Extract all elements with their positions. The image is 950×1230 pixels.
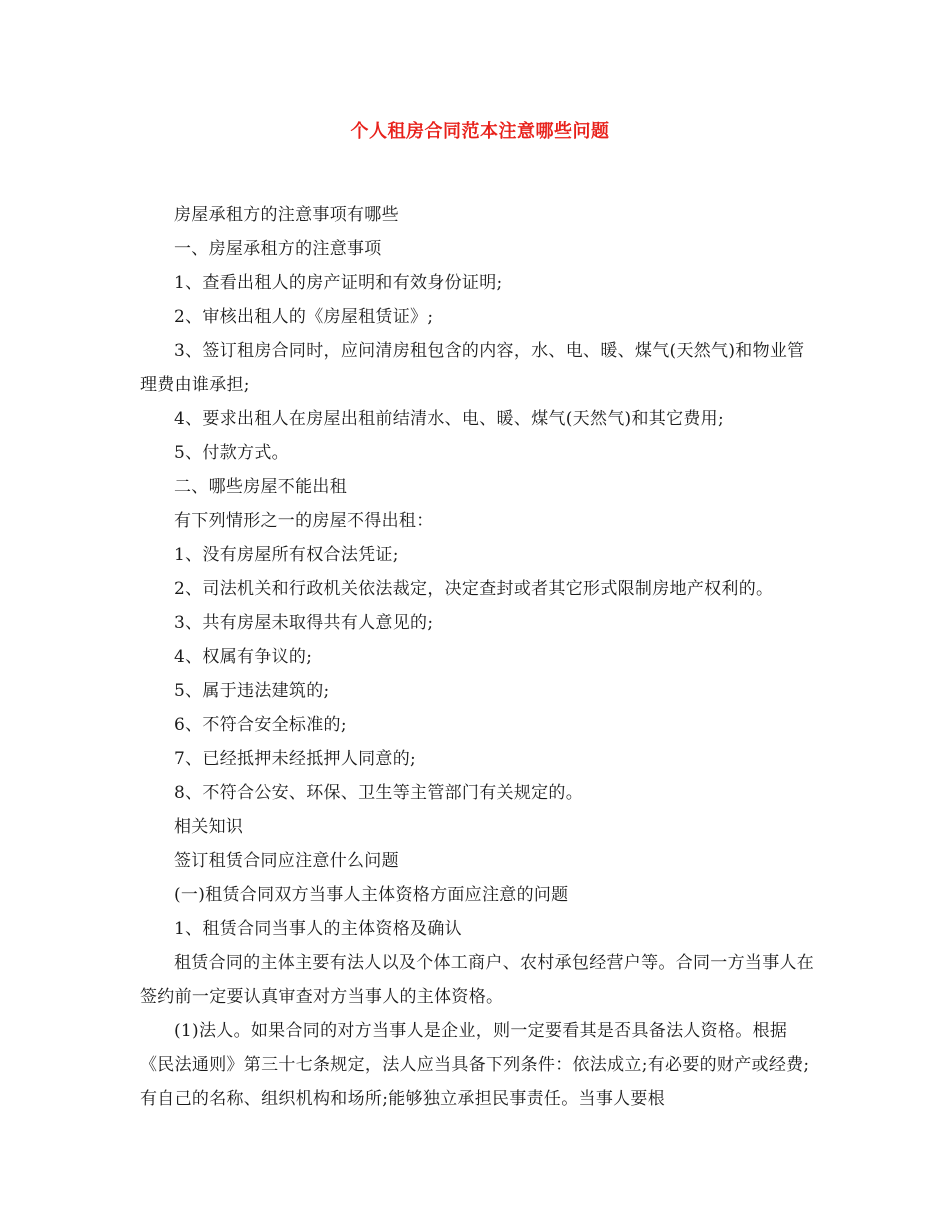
paragraph: 1、租赁合同当事人的主体资格及确认 — [174, 919, 462, 939]
paragraph: 3、共有房屋未取得共有人意见的; — [174, 613, 434, 633]
paragraph: 6、不符合安全标准的; — [174, 715, 347, 735]
paragraph: 1、查看出租人的房产证明和有效身份证明; — [174, 273, 503, 293]
paragraph: 8、不符合公安、环保、卫生等主管部门有关规定的。 — [174, 783, 584, 803]
paragraph: 5、付款方式。 — [174, 443, 289, 463]
document-title: 个人租房合同范本注意哪些问题 — [350, 121, 610, 142]
paragraph: 2、审核出租人的《房屋租赁证》; — [174, 307, 434, 327]
paragraph: 3、签订租房合同时，应问清房租包含的内容，水、电、暖、煤气(天然气)和物业管理费由谁承担; — [140, 341, 805, 395]
paragraph: (一)租赁合同双方当事人主体资格方面应注意的问题 — [174, 885, 569, 905]
paragraph: 4、权属有争议的; — [174, 647, 313, 667]
paragraph: 4、要求出租人在房屋出租前结清水、电、暖、煤气(天然气)和其它费用; — [174, 409, 725, 429]
paragraph: 二、哪些房屋不能出租 — [174, 477, 347, 497]
paragraph: 2、司法机关和行政机关依法裁定，决定查封或者其它形式限制房地产权利的。 — [174, 579, 774, 599]
paragraph: 一、房屋承租方的注意事项 — [174, 239, 382, 259]
paragraph: 7、已经抵押未经抵押人同意的; — [174, 749, 417, 769]
paragraph: 1、没有房屋所有权合法凭证; — [174, 545, 399, 565]
document-body — [140, 198, 820, 1116]
paragraph: 房屋承租方的注意事项有哪些 — [174, 205, 399, 225]
paragraph: 签订租赁合同应注意什么问题 — [174, 851, 399, 871]
paragraph: (1)法人。如果合同的对方当事人是企业，则一定要看其是否具备法人资格。根据《民法通则》第三十七条规定，法人应当具备下列条件：依法成立;有必要的财产或经费;有自己的名称、组织机构和场所;能够独立承担民事责任。当事人要根 — [140, 1021, 810, 1109]
paragraph: 5、属于违法建筑的; — [174, 681, 330, 701]
paragraph: 有下列情形之一的房屋不得出租： — [174, 511, 434, 531]
paragraph: 相关知识 — [174, 817, 244, 837]
paragraph: 租赁合同的主体主要有法人以及个体工商户、农村承包经营户等。合同一方当事人在签约前一定要认真审查对方当事人的主体资格。 — [140, 953, 815, 1007]
